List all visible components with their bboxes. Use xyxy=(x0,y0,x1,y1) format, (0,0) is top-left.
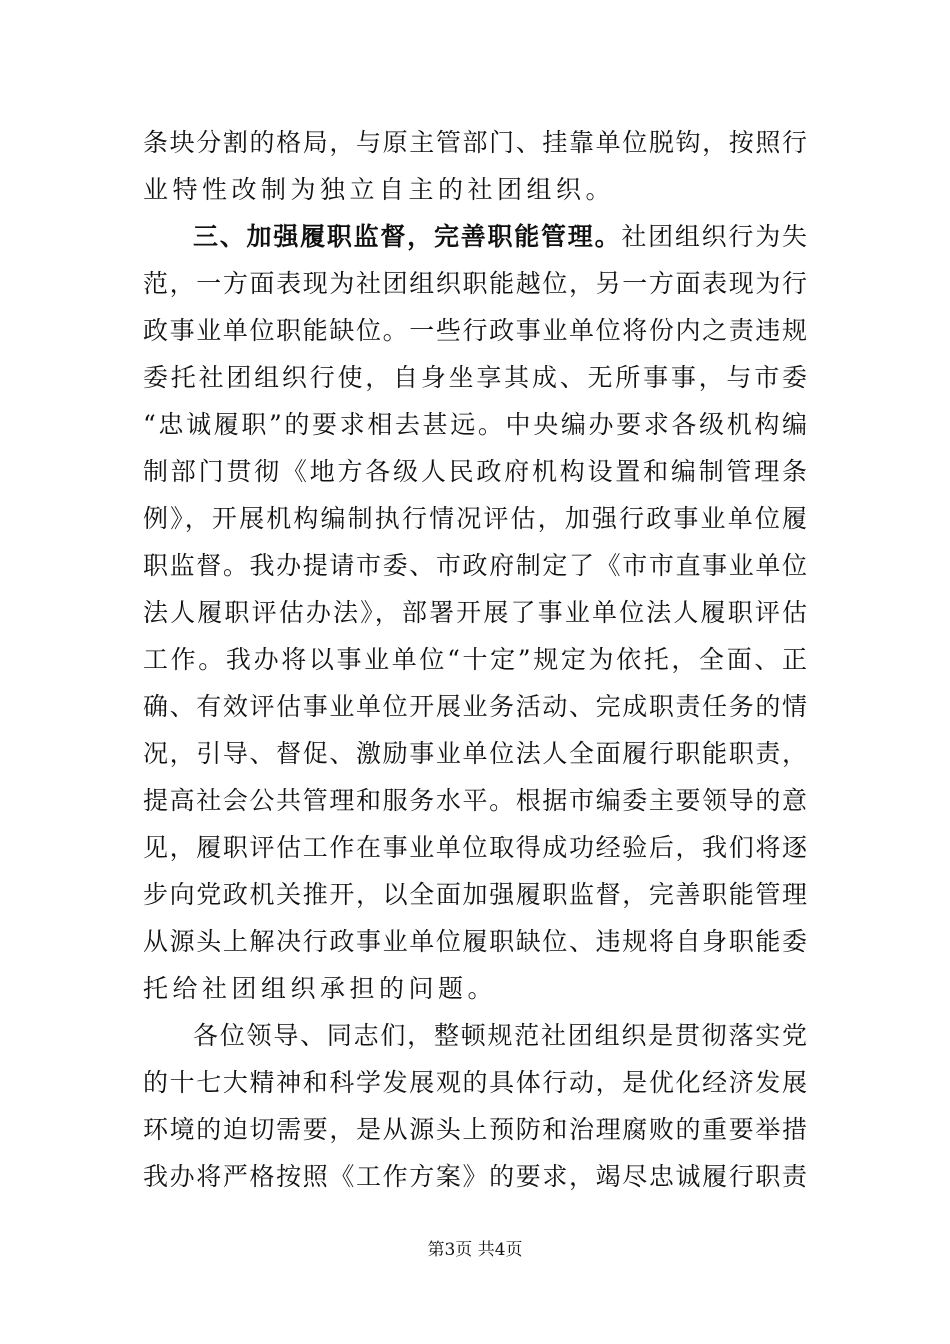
paragraph-line: 法人履职评估办法》，部署开展了事业单位法人履职评估 xyxy=(143,598,807,627)
paragraph-text: 社团组织行为失 xyxy=(621,222,807,251)
paragraph-line: 见，履职评估工作在事业单位取得成功经验后，我们将逐 xyxy=(143,833,807,862)
paragraph-line: 例》，开展机构编制执行情况评估，加强行政事业单位履 xyxy=(143,504,807,533)
paragraph-line: 委托社团组织行使，自身坐享其成、无所事事，与市委 xyxy=(143,363,807,392)
paragraph-line: 的十七大精神和科学发展观的具体行动，是优化经济发展 xyxy=(143,1068,807,1097)
page-number-footer: 第3页 共4页 xyxy=(427,1240,523,1260)
paragraph-line xyxy=(193,213,807,260)
paragraph-line: 业特性改制为独立自主的社团组织。 xyxy=(143,175,616,204)
paragraph-line: 政事业单位职能缺位。一些行政事业单位将份内之责违规 xyxy=(143,316,807,345)
paragraph-line: 工作。我办将以事业单位“十定”规定为依托，全面、正 xyxy=(143,645,807,674)
paragraph-line: 从源头上解决行政事业单位履职缺位、违规将自身职能委 xyxy=(143,927,807,956)
paragraph-line: 我办将严格按照《工作方案》的要求，竭尽忠诚履行职责 xyxy=(143,1162,807,1191)
paragraph-line: “忠诚履职”的要求相去甚远。中央编办要求各级机构编 xyxy=(143,410,807,439)
paragraph-line: 确、有效评估事业单位开展业务活动、完成职责任务的情 xyxy=(143,692,807,721)
paragraph-line: 托给社团组织承担的问题。 xyxy=(143,974,498,1003)
paragraph-line: 况，引导、督促、激励事业单位法人全面履行职能职责， xyxy=(143,739,807,768)
paragraph-line: 制部门贯彻《地方各级人民政府机构设置和编制管理条 xyxy=(143,457,807,486)
paragraph-line: 步向党政机关推开，以全面加强履职监督，完善职能管理 xyxy=(143,880,807,909)
paragraph-line: 提高社会公共管理和服务水平。根据市编委主要领导的意 xyxy=(143,786,807,815)
paragraph-line: 环境的迫切需要，是从源头上预防和治理腐败的重要举措 xyxy=(143,1115,807,1144)
paragraph-line: 各位领导、同志们，整顿规范社团组织是贯彻落实党 xyxy=(193,1021,807,1050)
paragraph-line: 范，一方面表现为社团组织职能越位，另一方面表现为行 xyxy=(143,269,807,298)
paragraph-line: 职监督。我办提请市委、市政府制定了《市市直事业单位 xyxy=(143,551,807,580)
paragraph-line: 条块分割的格局，与原主管部门、挂靠单位脱钩，按照行 xyxy=(143,128,807,157)
section-heading: 三、加强履职监督，完善职能管理。 xyxy=(193,222,622,251)
